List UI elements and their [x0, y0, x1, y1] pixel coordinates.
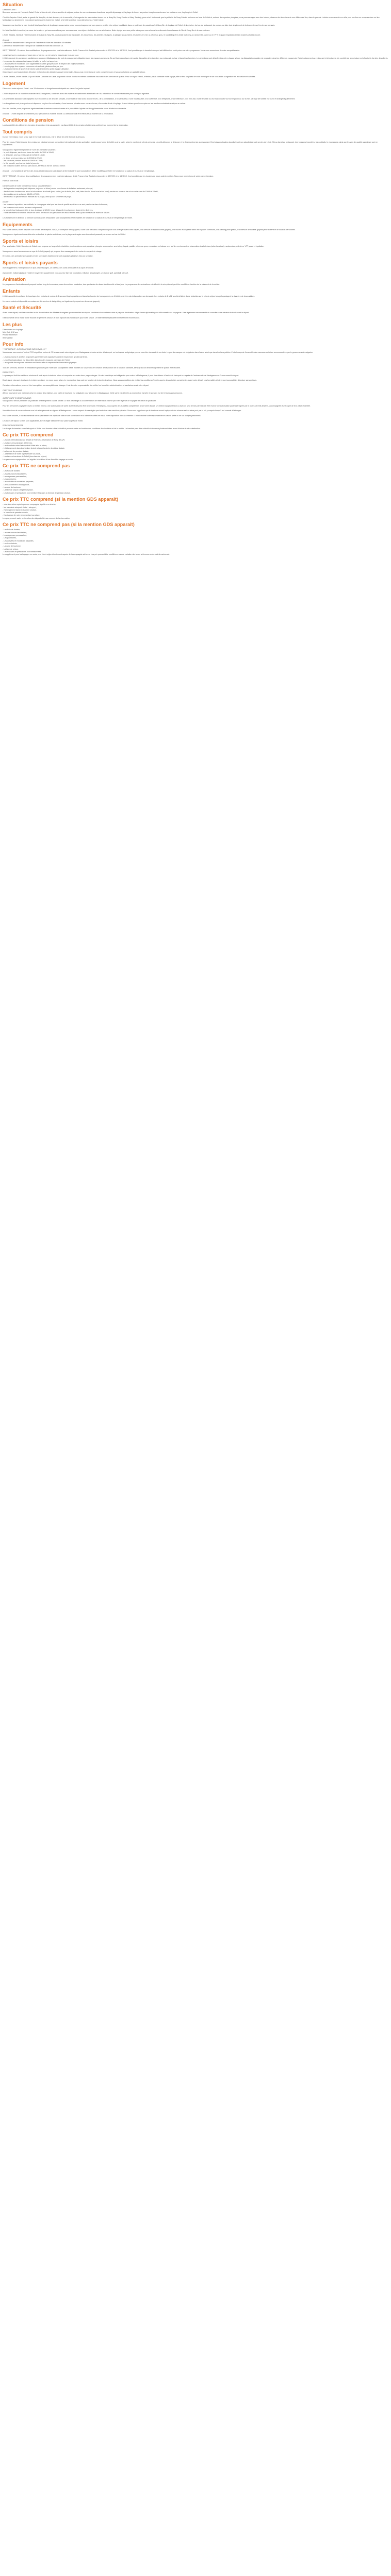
section-heading: Ce prix TTC ne comprend pas (si la mention GDS apparaît): [3, 522, 135, 528]
section: [3, 322, 388, 340]
section-paragraph: L'hôtel accueille les enfants de tous âges. Les enfants de moins de 2 ans sont logés gratuitement dans la chambre de leurs parents, un lit bébé peut être mis à disposition sur demande. Les enfants de 2 à 12 ans bénéficient d'une réduction sur le prix du séjour lorsqu'ils partagent la chambre de deux adultes.: [3, 295, 255, 298]
section-paragraph: A noter : - les boissons importées, les cocktails, le champagne ainsi que les vins de qualité supérieure ne sont pas inclus dans la formule, - les boissons sont servies au verre uniquement, - la formule tout inclus prend fin le jour du départ à 12h00, heure à laquelle les chambres doivent être libérées, - l'hôtel se réserve le droit de refuser de servir de l'alcool aux personnes en état d'ébriété ainsi qu'aux mineurs de moins de 18 ans.: [3, 201, 110, 214]
section: [3, 81, 388, 115]
section-heading: Conditions de pension: [3, 117, 54, 123]
section-heading: Santé et Sécurité: [3, 305, 41, 311]
section-paragraph: - Les frais de dossier, - Les assurances facultatives, - Les dépenses personnelles, - Les pourboires, - Les activités et excursions payantes, - Le visa d'entrée à Madagascar, - La carte de tourisme, - La taxe de séjour à régler sur place, - Les boissons et prestations non mentionnées dans la formule de pension choisie.: [3, 470, 71, 494]
section-paragraph: - vols aller-retour opérés par une compagnie régulière ou charter, - les transferts aéroport - hôtel - aéroport, - l'hébergement dans la chambre choisie, - la formule de pension choisie, - l'assistance de notre représentant sur place. Les prix peuvent varier en fonction des disponibilités au moment de la réservation.: [3, 503, 70, 519]
section-heading: Logement: [3, 81, 25, 87]
section: [3, 432, 388, 461]
document: [0, 0, 391, 556]
section-heading: Enfants: [3, 289, 20, 294]
section-heading: Sports et loisirs payants: [3, 260, 58, 266]
section-paragraph: L'hôtel dispose de 18 chambres standard et 10 bungalows, construits avec des matériaux traditionnels et naturels de l'île, offrant tout le confort nécessaire pour un séjour agréable.: [3, 92, 150, 95]
section: [3, 289, 388, 303]
section: [3, 260, 388, 275]
section-paragraph: PASSEPORT : Le passeport doit être valide au minimum 6 mois après la date de retour et comporter au moins deux pages vierges. Un visa touristique est obligatoire pour entrer à Madagascar, il peut être obtenu à l'arrivée à l'aéroport ou auprès de l'ambassade de Madagascar en France avant le départ.: [3, 371, 239, 377]
section-paragraph: Certaines informations peuvent être incomplètes ou susceptibles de changer. Il est de votre responsabilité de vérifier les formalités administratives et sanitaires avant votre départ.: [3, 384, 149, 387]
section-paragraph: A proximité, indépendants de l'hôtel et moyennant supplément, vous pourrez faire de l'équitation, initiation à la plongée, un club de golf, paintball, kitesurf.: [3, 272, 128, 274]
section-paragraph: PRÉCISION DESSERTE Les temps de transfert entre l'aéroport et l'hôtel sont donnés à titre indicatif et peuvent varier en fonction des conditions de circulation et de la météo. Le transfert peut être collectif et desservir plusieurs hôtels avant d'arriver à votre destination.: [3, 425, 201, 430]
section-paragraph: - Les vols internationaux au départ de France à destination de Nosy Be A/R, - Les taxes et surcharges aériennes, - Les transferts entre l'aéroport et l'hôtel aller et retour, - L'hébergement dans la chambre choisie et pour la durée du séjour choisie, - La formule de pension choisie, - L'assistance de notre représentant sur place, - Les taxes et services de l'hôtel (hors taxe de séjour). Les personnes voyageant en vol régulier bénéficient d'une franchise bagage en soute.: [3, 439, 74, 461]
section-paragraph: INFO TRANSAT : En raison des modifications de programme des vols internationaux de Air France et Air Austral prévus entre le 10/07/19 et le 14/11/19, il est possible que les horaires de repas soient modifiés. Nous vous remercions de votre compréhension.: [3, 175, 214, 177]
section: [3, 222, 388, 236]
section: [3, 277, 388, 286]
section-paragraph: Directement sur la plage Mini Club 4-12 ans Piscine extérieure Wi-Fi gratuit: [3, 328, 23, 339]
section: [3, 239, 388, 258]
section-heading: Tout compris: [3, 129, 32, 134]
section-paragraph: Direction Cabaï : Bienvenu au cœur de l'océan à Cabaï. Entre le bleu du ciel, d'un ensemble de séjours, autour de nos nombreuses chambres, au petit dépassage et, la plage de la mer au ponton à sept moments avec les sorties en mer, la plongée à l'hôtel.: [3, 9, 199, 14]
section-paragraph: ***IMPORTANT*** INFORMATIONS RELATIVES A LA SITUATION SANITAIRE COVID-19*** L'hôtel respecte les consignes sanitaires en vigueur à Madagascar. Le port du masque est obligatoire dans les espaces communs. Du gel hydroalcoolique est à votre disposition à la réception, au restaurant, au bar et dans les chambres. Les chambres sont désinfectées entre chaque séjour. La distanciation sociale est respectée dans les différents espaces de l'hôtel, notamment au restaurant et à la piscine. Un contrôle de température est effectué à l'arrivée des clients. - Le service du restaurant est assuré à table, le buffet est supprimé. - Les activités et excursions sont organisées en petits groupes dans le respect des règles sanitaires. - Le nettoyage des espaces communs est renforcé, plusieurs fois par jour. - Les équipements de sport et de loisirs sont désinfectés après chaque utilisation. Ces mesures sont susceptibles d'évoluer en fonction des directives gouvernementales. Nous vous remercions de votre compréhension et vous souhaitons un agréable séjour.: [3, 55, 388, 73]
section-paragraph: JUSTIFICATIF D'HÉBERGEMENT : Vous pourrez devoir présenter un justificatif d'hébergement à votre arrivée. Le bon d'échange ou la confirmation de réservation fournie par votre agence de voyages fait office de justificatif.: [3, 397, 156, 402]
section-paragraph: C'est ici d'ajouter Cabaï, entre la grande île Nosy Be, de tant de mers, de la merveille, d'où regarder les sanctuaires locaux sur le Nosy Be, Nosy Komba et Nosy Tanikely, pour cela il faut savoir que la petite île de Nosy Sakatia se trouve en face de l'hôtel et, entouré de superbes plongées, vous pourrez nager avec des tortues, observer les lémuriens de nos différentes îles, dans le parc de Lokobe ou vous rendre en ville pour un dîner ou un repas dans un lieu fantastique ou simplement vous laisser porter par le charme de Cabaï. Une belle aventure vous attend donc à l'hôtel Cabaï.: [3, 16, 380, 22]
section: [3, 522, 388, 556]
section-paragraph: Pour votre confort, l'hôtel dispose d'un service de réception 24h/24, d'un espace de bagagerie, d'une salle de bains à disposition pour vous changer avant votre départ, d'un service de blanchisserie (payant), d'un accès Wi-Fi gratuit dans les espaces communs, d'un parking privé gratuit, d'un service de navette (payant) et d'un service de location de voitures.: [3, 228, 296, 231]
section: [3, 2, 388, 79]
section: [3, 305, 388, 319]
section-heading: Equipements: [3, 222, 32, 227]
section-paragraph: Les chambres standard sont équipées d'un lit double ou de deux lits simples, d'une salle de bain avec douche et WC, de la climatisation, d'un ventilateur, d'une moustiquaire, d'un coffre-fort, d'un téléphone, d'une télévision, d'un mini-bar, d'une terrasse ou d'un balcon avec vue sur le jardin ou sur la mer. Le linge de toilette est fourni et changé régulièrement.: [3, 97, 296, 100]
section-paragraph: Les bungalows sont plus spacieux et disposent en plus d'un coin salon, d'une terrasse privative avec vue sur la mer, d'un accès direct à la plage. Ils sont idéaux pour les couples ou les familles souhaitant un séjour au calme.: [3, 103, 186, 105]
section-paragraph: En soirée, des animations musicales et des spectacles traditionnels sont organisés plusieurs fois par semaine.: [3, 255, 93, 258]
section-heading: Ce prix TTC comprend: [3, 432, 54, 438]
section-paragraph: Vous pourrez également profiter de l'une des formules suivantes : - le petit-déjeuner, servi sous forme de buffet de 7h00 à 10h00, - le déjeuner, servi au restaurant de 12h30 à 14h30, - le dîner, servi au restaurant de 19h30 à 22h00, - les collations, servies au bar de 16h00 à 17h00, - le thé ou café, servi au bar toute la journée, - les boissons locales avec ou sans alcool, servies au bar de 10h00 à 23h00.: [3, 148, 66, 167]
section-paragraph: CARTE DE TOURISME Afin de poursuivre une meilleure prise en charge des visiteurs, une carte de tourisme est obligatoire pour séjourner à Madagascar. Cette carte est délivrée au moment de l'arrivée et son prix est de 10 euros par personne.: [3, 389, 183, 395]
section-paragraph: - Les excursions et activités proposées par l'hôtel sont organisées dans le respect des gestes barrières. - Le gel hydroalcoolique est disponible dans tous les espaces communs de l'hôtel. - La capacité des espaces communs est limitée afin de respecter la distanciation physique.: [3, 356, 88, 364]
section-paragraph: A savoir : Les horaires de service des repas et des boissons sont donnés à titre indicatif et sont susceptibles d'être modifiés par l'hôtel en fonction de la saison et du taux de remplissage.: [3, 170, 155, 173]
section-heading: Pour info: [3, 342, 24, 347]
section-paragraph: L'Hôtel Sakatia, l'Hôtel Vanilla & Spa et l'Hôtel Domaine de Cabaï proposent à leurs clients les mêmes conditions d'accueil et des services de qualité. Pour un séjour réussi, n'hésitez pas à contacter notre équipe, elle se fera un plaisir de vous renseigner et de vous aider à organiser vos excursions et activités.: [3, 76, 256, 78]
section-paragraph: Avant votre départ, veuillez consulter le site du ministère des Affaires étrangères pour connaître les risques sanitaires et sécuritaires dans le pays de destination : https://www.diplomatie.gouv.fr/fr/conseils-aux-voyageurs. Il est également recommandé de consulter votre médecin traitant avant le départ.: [3, 312, 250, 314]
section-paragraph: Pour vos loisirs, l'hôtel Domaine de Cabaï vous propose un large choix d'activités, dont certaines sont payantes : plongée sous-marine, snorkeling, kayak, paddle, pêche au gros, excursions en bateau vers les îles environnantes, observation des baleines (selon la saison), randonnées pédestres, VTT, quad et équitation.: [3, 245, 265, 247]
section-paragraph: Vous serez au bord de la mer, l'endroit idéal pour faire de la plongée sous-marine, avec nos aménagements vous pourrez profiter d'un séjour inoubliable dans ce petit coin de paradis qu'est Nosy Be, de la plage de l'hôtel, de la piscine, du bar, du restaurant, du ponton, ou faire tout simplement de la bronzette sur l'un de nos transats.: [3, 24, 275, 26]
section-paragraph: Formule tout inclus :: [3, 180, 20, 182]
section: [3, 497, 388, 520]
section-paragraph: Pour les familles, nous proposons également des chambres communicantes et la possibilité d'ajouter un lit supplémentaire ou un lit bébé sur demande.: [3, 107, 127, 110]
section-paragraph: L'Hôtel Sakatia, Vanilla & Hôtel Domaine de Cabaï du Nosy Be, vous proposent une escapade, les excursions, les activités nautiques, la plongée sous-marine, les sorties en mer, la pêche au gros, le snorkeling et le whale watching, la randonnée à pied ou en VTT, le quad, l'équitation et bien d'autres choses encore.: [3, 34, 261, 37]
section-paragraph: Tous les services, activités et installations proposés par l'hôtel sont susceptibles d'être modifiés ou suspendus en fonction de l'évolution de la situation sanitaire, sans qu'aucun dédommagement ne puisse être réclamé.: [3, 366, 181, 369]
section-paragraph: Pour les repas, l'hôtel dispose d'un restaurant principal servant une cuisine internationale et des spécialités locales sous forme de buffet ou à la carte, selon le nombre de clients présents. Le petit-déjeuner, le déjeuner et le dîner sont servis au restaurant. Des boissons locales alcoolisées et non alcoolisées sont servies de 10h à 23h au bar et au restaurant. Les boissons importées, les cocktails, le champagne, ainsi que les vins de qualité supérieure sont en supplément.: [3, 141, 379, 146]
section: [3, 129, 388, 178]
section-heading: Animation: [3, 277, 26, 282]
section: [3, 463, 388, 495]
section-heading: Ce prix TTC ne comprend pas: [3, 463, 70, 469]
section-paragraph: Les taxes de séjour, si elles sont applicables, sont à régler directement sur place auprès de l'hôtel.: [3, 419, 84, 422]
section-heading: Sports et loisirs: [3, 238, 39, 244]
section-paragraph: Durant votre séjour, vous serez logé en formule tout inclus, voir le détail de cette formule ci-dessous.: [3, 135, 85, 138]
section-heading: Les plus: [3, 321, 22, 327]
section-paragraph: Vous pourrez également vous détendre au bord de la piscine extérieure, sur la plage aménagée avec transats et parasols, ou encore au bar de l'hôtel.: [3, 233, 126, 236]
section-paragraph: ***IMPORTANT - INFORMATIONS SUR COVID-19*** Vous devez vous munir d'un test PCR négatif de moins de 72 heures avant votre départ pour Madagascar. A votre arrivée à l'aéroport, un test rapide antigénique pourra vous être demandé à vos frais. Le port du masque est obligatoire dans l'avion ainsi que dans les lieux publics. L'hôtel respecte l'ensemble des mesures sanitaires recommandées par le gouvernement malgache.: [3, 348, 314, 353]
section-paragraph: - Les frais de dossier, - Les assurances facultatives, - Les dépenses personnelles, - Les pourboires, - Les activités et excursions payantes, - Le visa d'entrée, - La carte de tourisme, - La taxe de séjour, - Les boissons et prestations non mentionnées. Le supplément pour les bagages en soute peut être à régler directement auprès de la compagnie aérienne. Les prix peuvent être modifiés en cas de variation des taxes aériennes ou du coût du carburant.: [3, 529, 170, 556]
section-paragraph: Un programme d'animations est proposé tout au long de la semaine, avec des soirées musicales, des spectacles de danse traditionnelle et des jeux. Le programme des animations est affiché à la réception et peut être modifié en fonction de la saison et de la météo.: [3, 283, 220, 286]
section-paragraph: Pour les personnes voyageant avec un enfant mineur, une autorisation de sortie du territoire peut être nécessaire. Renseignez-vous auprès des autorités compétentes avant votre départ. Un enfant voyageant seul ou avec un seul de ses parents doit être muni d'une autorisation parentale signée par le ou les parents absents, accompagnée d'une copie de leur pièce d'identité.: [3, 404, 311, 407]
section-paragraph: Découvrez notre séjour à l'hôtel : nos 28 chambres et bungalows sont répartis au cœur d'un jardin tropical.: [3, 88, 90, 90]
section-paragraph: A savoir : La ferme de transfert entre l'aéroport de Fascène et l'hôtel est d'environ 45 minutes. La ferme de transfert entre l'aéroport de Sakatia et l'hôtel est d'environ 1h.: [3, 39, 72, 47]
section-paragraph: Vous pourrez aussi vous relaxer au spa de l'hôtel (payant) qui propose des massages et des soins du corps et du visage.: [3, 250, 102, 252]
section-paragraph: Des frais de visa sont à prévoir et à régler sur place, en euros ou en ariary. Le montant du visa varie en fonction de la durée du séjour. Nous vous conseillons de vérifier les conditions d'entrée auprès des autorités compétentes avant votre départ. Les formalités d'entrée sont susceptibles d'évoluer sans préavis.: [3, 379, 257, 382]
section-paragraph: Vous êtes tenu de vous conformer aux lois et règlements en vigueur à Madagascar. Le non-respect de ces règles peut entraîner des sanctions pénales. Nous vous rappelons que le tourisme sexuel impliquant des mineurs est un crime puni par la loi, y compris lorsqu'il est commis à l'étranger.: [3, 410, 242, 412]
section: [3, 342, 388, 387]
section-paragraph: La disponibilité des différentes formules de pension n'est pas garantie. La disponibilité de la pension choisie sera confirmée au moment de la réservation.: [3, 124, 128, 127]
section: [3, 117, 388, 127]
section-heading: Situation: [3, 2, 23, 7]
section: [3, 180, 388, 219]
section-paragraph: Un hôtel familial et convivial, au cœur de la nature, qui vous accueillera pour vos vacances, vos séjours d'affaires ou vos séminaires. Notre équipe sera aux petits soins pour vous et vous fera découvrir les richesses de l'île de Nosy Be et de ses environs.: [3, 29, 210, 31]
section-paragraph: Il est conseillé de se munir d'une trousse de premiers secours et d'un répulsif anti-moustiques pour votre séjour. Le traitement antipaludéen est fortement recommandé.: [3, 317, 140, 319]
section-paragraph: A savoir : L'hôtel dispose de chambres pour personnes à mobilité réduite. La demande doit être effectuée au moment de la réservation.: [3, 112, 113, 115]
section-paragraph: INFO TRANSAT : En raison des modifications de programme des vols internationaux de Air France et Air Austral prévus entre le 10/07/19 et le 14/11/19, il est possible que le transfert aéroport soit différent de celui prévu sur votre programme. Nous vous remercions de votre compréhension.: [3, 49, 240, 52]
section-paragraph: Un menu enfant est disponible au restaurant. Un service de baby-sitting est également proposé sur demande (payant).: [3, 300, 100, 302]
section: [3, 389, 388, 430]
section-paragraph: Les horaires et le détail de la formule tout inclus des restaurants sont susceptibles d'être modifiés en fonction de la saison et du taux de remplissage de l'hôtel.: [3, 216, 133, 219]
section-paragraph: Dans le cadre de votre formule tout inclus, vous bénéficiez : - de la pension complète (petit-déjeuner, déjeuner et dîner) servie sous forme de buffet au restaurant principal, - des boissons locales sans alcool et alcoolisées à volonté (eau, sodas, jus de fruits, thé, café, bière locale, rhum local et vin local) servies au verre au bar et au restaurant de 10h00 à 23h00, - du snacking servi au bar de 16h00 à 17h00, - de l'accès à la piscine et aux transats sur la plage, ainsi qu'aux serviettes de plage.: [3, 185, 158, 198]
section-paragraph: Avec supplément, l'hôtel propose un spa, des massages, un coiffeur, des soins de beauté et du sport à volonté.: [3, 267, 94, 269]
section-paragraph: Pour votre sécurité, il est recommandé de ne pas laisser vos objets de valeur sans surveillance et d'utiliser le coffre-fort mis à votre disposition dans la chambre. L'hôtel décline toute responsabilité en cas de perte ou de vol d'objets personnels.: [3, 415, 201, 417]
section-heading: Ce prix TTC comprend (si la mention GDS apparaît): [3, 497, 119, 502]
